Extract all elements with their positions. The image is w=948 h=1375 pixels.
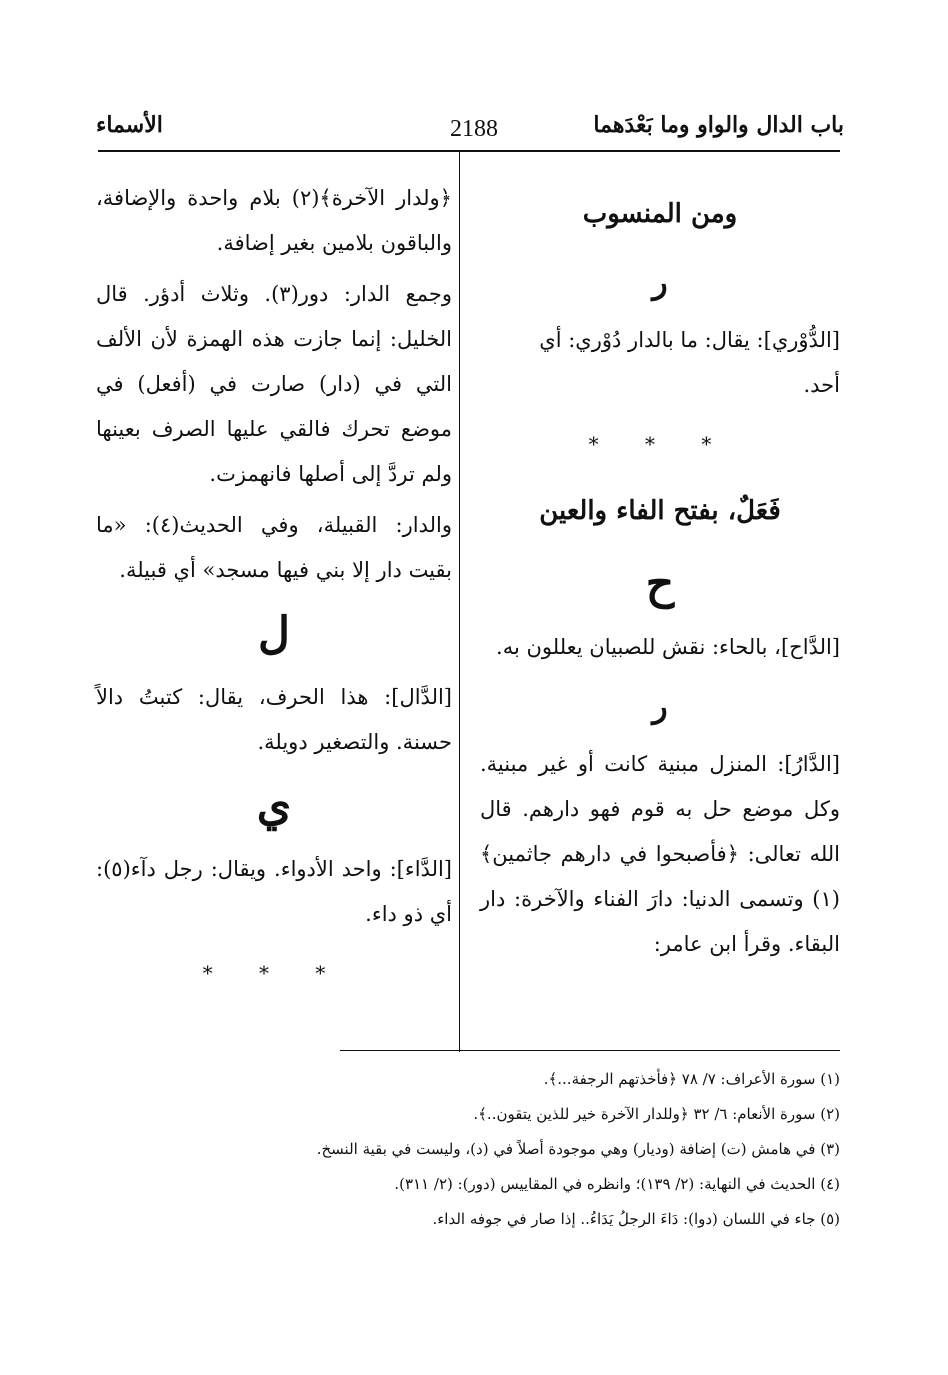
entry-daa: [الدَّاء]: واحد الأدواء. ويقال: رجل دآء(٥): أي ذو داء. [96, 857, 452, 926]
letter-ra-1: ر [652, 263, 668, 301]
letter-ha: ح [645, 558, 675, 609]
para-plural-dar: وجمع الدار: دور(٣). وثلاث أدؤر. قال الخليل: إنما جازت هذه الهمزة لأن الألف التي في (دار) صارت في (أفعل) في موضع تحرك فالقي عليها الصرف بعينها ولم تردَّ إلى أصلها فانهمزت. [96, 282, 452, 486]
footnote-2: (٢) سورة الأنعام: ٦/ ٣٢ ﴿وللدار الآخرة خير للذين يتقون..﴾. [473, 1105, 840, 1123]
letter-lam: ل [258, 608, 290, 659]
running-title-right: باب الدال والواو وما بَعْدَهما [593, 112, 844, 138]
right-column [480, 176, 840, 973]
header-rule [98, 150, 840, 152]
para-qiraat: ﴿ولدار الآخرة﴾(٢) بلام واحدة والإضافة، والباقون بلامين بغير إضافة. [96, 186, 452, 255]
entry-dawri [480, 318, 840, 408]
section-heading-mansub: ومن المنسوب [582, 199, 738, 229]
footnote-1: (١) سورة الأعراف: ٧/ ٧٨ ﴿فأخذتهم الرجفة...﴾. [543, 1070, 840, 1088]
entry-dawri-line1: [الدُّوْري]: يقال: ما بالدار دُوْري: أي [539, 328, 840, 352]
column-divider [459, 152, 460, 1052]
footnote-3: (٣) في هامش (ت) إضافة (وديار) وهي موجودة أصلاً في (د)، وليست في بقية النسخ. [316, 1140, 840, 1158]
entry-dar: [الدَّارُ]: المنزل مبنية كانت أو غير مبنية. وكل موضع حل به قوم فهو دارهم. قال الله تعالى: ﴿فأصبحوا في دارهم جاثمين﴾(١) وتسمى الدنيا: دارَ الفناء والآخرة: دار البقاء. وقرأ ابن عامر: [480, 752, 840, 956]
running-title-left: الأسماء [96, 112, 163, 138]
footnote-4: (٤) الحديث في النهاية: (٢/ ١٣٩)؛ وانظره في المقاييس (دور): (٢/ ٣١١). [394, 1175, 840, 1193]
footnote-5: (٥) جاء في اللسان (دوا): دَاءَ الرجلُ يَدَاءُ.. إذا صار في جوفه الداء. [432, 1210, 840, 1228]
end-stars: * * * [202, 961, 346, 985]
footnotes [180, 1062, 840, 1237]
left-column [96, 176, 452, 1010]
letter-ya: ي [256, 780, 292, 831]
letter-ra-2: ر [652, 687, 668, 725]
entry-dawri-line2: أحد. [803, 373, 840, 397]
para-dar-qabila: والدار: القبيلة، وفي الحديث(٤): «ما بقيت دار إلا بني فيها مسجد» أي قبيلة. [96, 513, 452, 582]
entry-dal: [الدَّال]: هذا الحرف، يقال: كتبتُ دالاً حسنة. والتصغير دويلة. [96, 685, 452, 754]
section-separator-stars: * * * [588, 432, 732, 456]
page-number: 2188 [450, 116, 498, 142]
section-heading-faal: فَعَلٌ، بفتح الفاء والعين [539, 496, 781, 526]
entry-dah: [الدَّاح]، بالحاء: نقش للصبيان يعللون به. [496, 635, 840, 659]
footnote-rule [340, 1050, 840, 1051]
